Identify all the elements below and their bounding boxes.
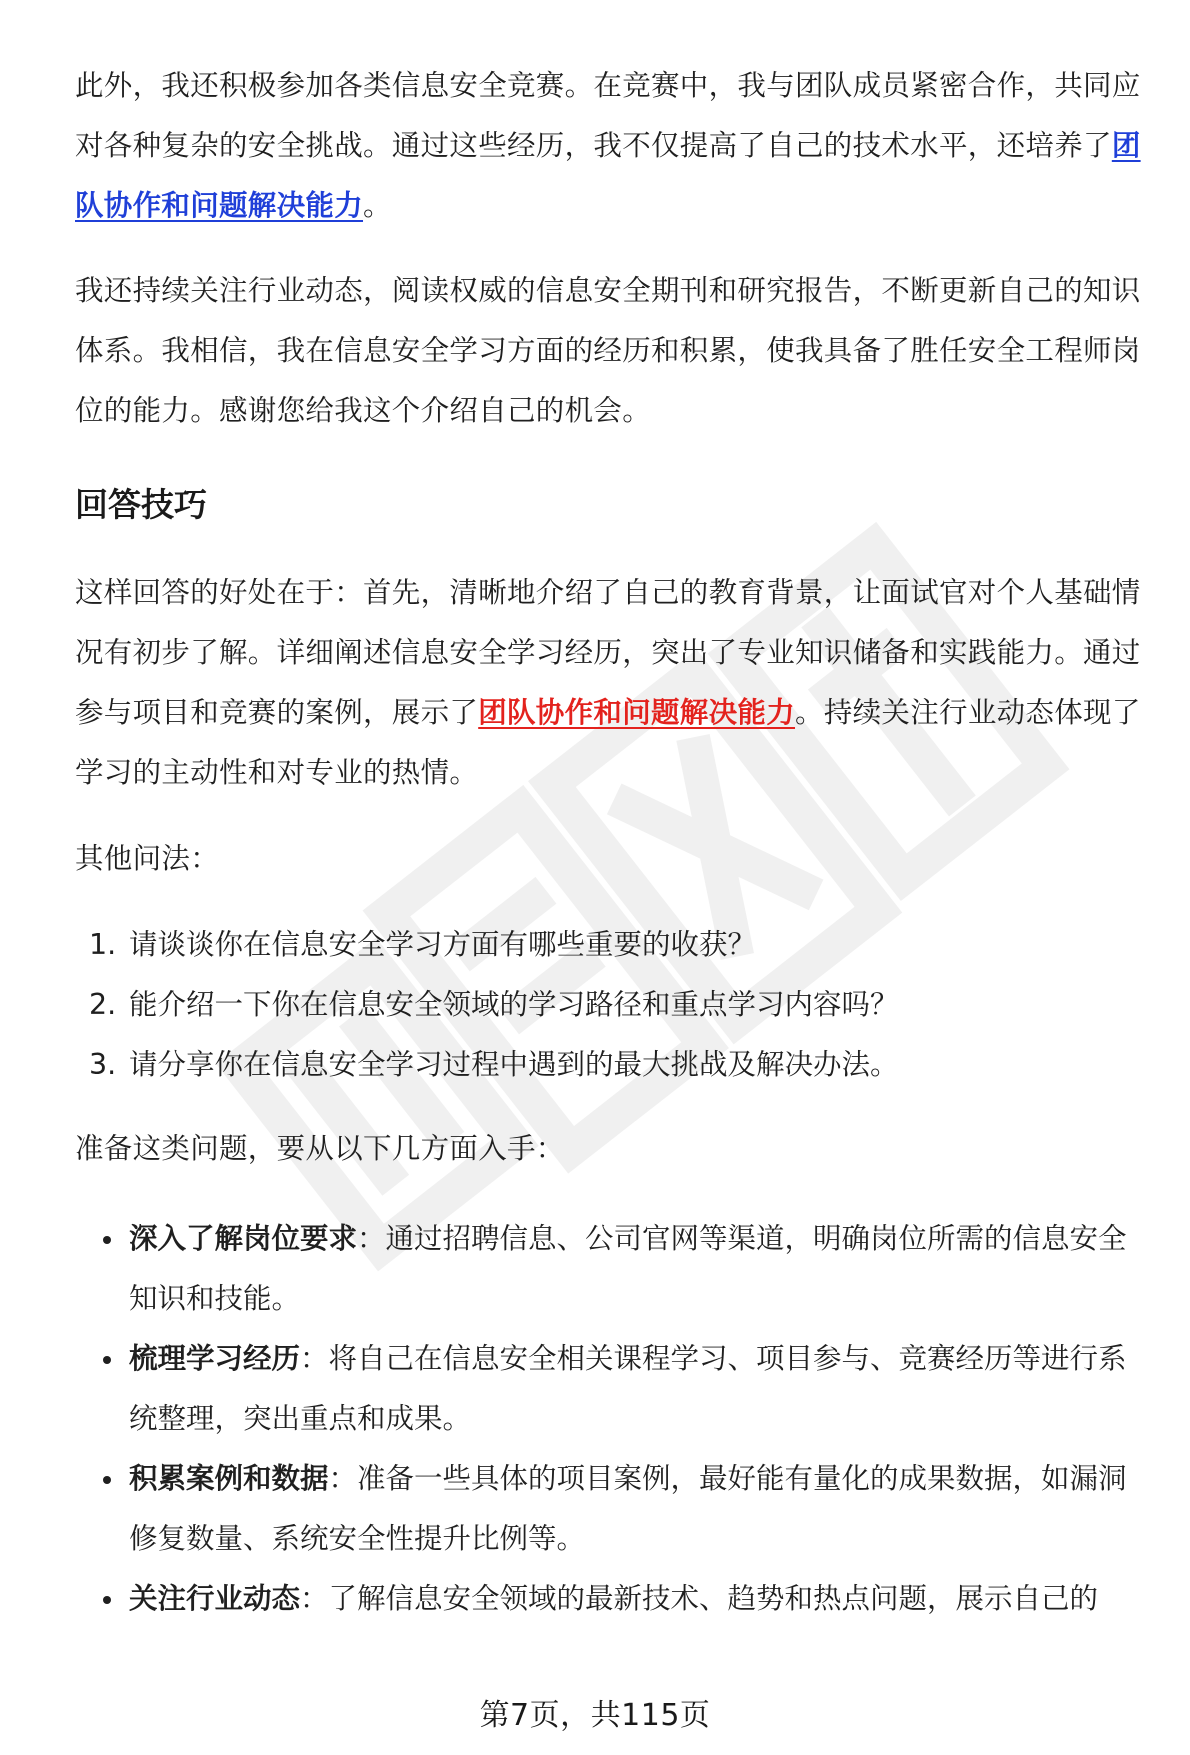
- tip-text: ：通过招聘信息、公司官网等渠道，明确岗位所需的信息安全知识和技能。: [129, 1222, 1127, 1315]
- paragraph-text: 这样回答的好处在于：首先，清晰地介绍了自己的教育背景，让面试官对个人基础情况有初步了解。详细阐述信息安全学习经历，突出了专业知识储备和实践能力。通过参与项目和竞赛的案例，展示了: [75, 576, 1141, 729]
- paragraph-text: 。: [363, 189, 392, 222]
- tip-term: 积累案例和数据: [129, 1462, 329, 1495]
- list-item: [75, 1569, 1155, 1629]
- question-text: 请谈谈你在信息安全学习方面有哪些重要的收获？: [129, 928, 757, 961]
- other-questions-label: 其他问法：: [75, 842, 220, 875]
- bullet-icon: [103, 1596, 111, 1604]
- tip-text: ：准备一些具体的项目案例，最好能有量化的成果数据，如漏洞修复数量、系统安全性提升比例等。: [129, 1462, 1127, 1555]
- bullet-icon: [103, 1356, 111, 1364]
- paragraph-answer-benefits: [75, 563, 1155, 803]
- tip-term: 梳理学习经历: [129, 1342, 301, 1375]
- bullet-icon: [103, 1476, 111, 1484]
- list-item: [75, 1035, 1155, 1095]
- list-item: [75, 975, 1155, 1035]
- bullet-icon: [103, 1236, 111, 1244]
- list-item: [75, 915, 1155, 975]
- list-item: [75, 1449, 1155, 1569]
- teamwork-link[interactable]: 团队协作和问题解决能力: [75, 129, 1141, 222]
- question-text: 能介绍一下你在信息安全领域的学习路径和重点学习内容吗？: [129, 988, 899, 1021]
- page-number: 第7页，共115页: [479, 1698, 711, 1733]
- tip-text: ：将自己在信息安全相关课程学习、项目参与、竞赛经历等进行系统整理，突出重点和成果。: [129, 1342, 1127, 1435]
- tip-term: 深入了解岗位要求: [129, 1222, 358, 1255]
- paragraph-industry-trends: 我还持续关注行业动态，阅读权威的信息安全期刊和研究报告，不断更新自己的知识体系。我相信，我在信息安全学习方面的经历和积累，使我具备了胜任安全工程师岗位的能力。感谢您给我这个介绍自己的机会。: [75, 274, 1141, 427]
- tip-text: ：了解信息安全领域的最新技术、趋势和热点问题，展示自己的: [300, 1582, 1099, 1615]
- paragraph-competitions: [75, 56, 1155, 236]
- section-heading: 回答技巧: [75, 485, 207, 524]
- teamwork-highlight-link[interactable]: 团队协作和问题解决能力: [478, 696, 796, 729]
- list-item: [75, 1329, 1155, 1449]
- document-body: [75, 56, 1155, 1629]
- question-list: [75, 915, 1155, 1095]
- tip-term: 关注行业动态: [129, 1582, 301, 1615]
- paragraph-text: 。持续关注行业动态体现了学习的主动性和对专业的热情。: [75, 696, 1141, 789]
- list-number: 2.: [89, 988, 117, 1021]
- list-number: 3.: [89, 1048, 117, 1081]
- list-item: [75, 1209, 1155, 1329]
- question-text: 请分享你在信息安全学习过程中遇到的最大挑战及解决办法。: [129, 1048, 899, 1081]
- list-number: 1.: [89, 928, 117, 961]
- tips-list: [75, 1209, 1155, 1629]
- paragraph-text: 此外，我还积极参加各类信息安全竞赛。在竞赛中，我与团队成员紧密合作，共同应对各种复杂的安全挑战。通过这些经历，我不仅提高了自己的技术水平，还培养了: [75, 69, 1141, 162]
- prepare-label: 准备这类问题，要从以下几方面入手：: [75, 1132, 565, 1165]
